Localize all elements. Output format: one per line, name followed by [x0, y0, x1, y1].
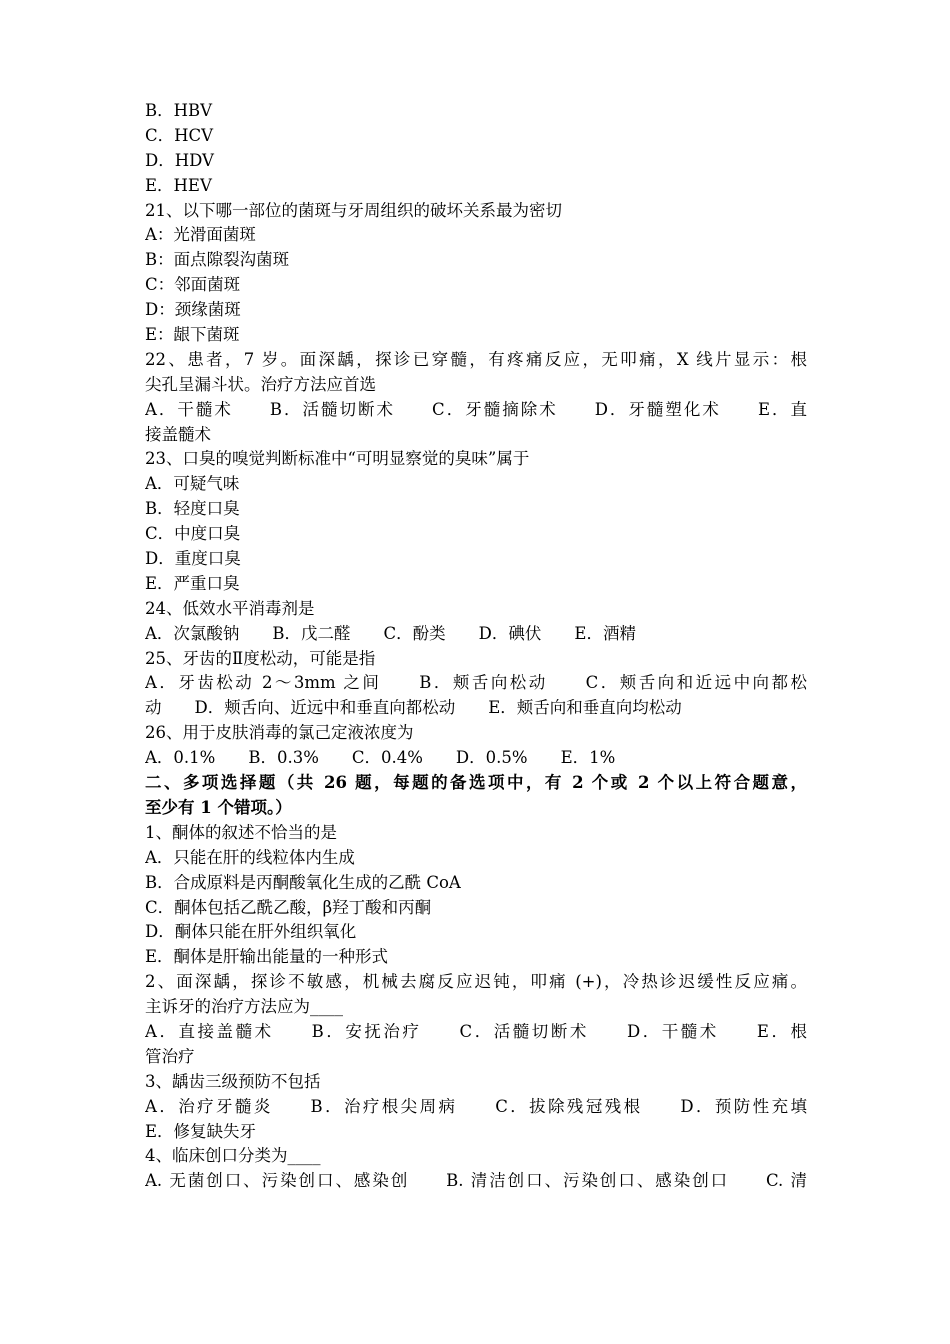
text-line: A．治疗牙髓炎 B．治疗根尖周病 C．拔除残冠残根 D．预防性充填 — [145, 1096, 807, 1116]
text-line: 3、龋齿三级预防不包括 — [145, 1071, 321, 1091]
text-line: C．中度口臭 — [145, 524, 241, 544]
text-line: A．0.1% B．0.3% C．0.4% D．0.5% E．1% — [145, 748, 616, 768]
text-line: 接盖髓术 — [145, 424, 211, 444]
text-line: A．牙齿松动 2～3mm 之间 B．颊舌向松动 C．颊舌向和近远中向都松 — [145, 673, 807, 693]
text-line: C．酮体包括乙酰乙酸，β羟丁酸和丙酮 — [145, 897, 432, 917]
text-line: A．只能在肝的线粒体内生成 — [145, 847, 355, 867]
text-line: D．酮体只能在肝外组织氧化 — [145, 922, 357, 942]
text-line: E．HEV — [145, 175, 212, 195]
text-line: A．可疑气味 — [145, 474, 240, 494]
text-line: A．干髓术 B．活髓切断术 C．牙髓摘除术 D．牙髓塑化术 E．直 — [145, 399, 807, 419]
text-line: 管治疗 — [145, 1046, 195, 1066]
text-line: B：面点隙裂沟菌斑 — [145, 250, 290, 270]
text-line: 1、酮体的叙述不恰当的是 — [145, 822, 337, 842]
text-line: 21、以下哪一部位的菌斑与牙周组织的破坏关系最为密切 — [145, 200, 562, 220]
text-line: D：颈缘菌斑 — [145, 300, 241, 320]
text-line: 26、用于皮肤消毒的氯己定液浓度为 — [145, 723, 414, 743]
text-line: D．重度口臭 — [145, 549, 241, 569]
text-line: 2、面深龋，探诊不敏感，机械去腐反应迟钝，叩痛 (+)，冷热诊迟缓性反应痛。 — [145, 972, 807, 992]
text-line: E：龈下菌斑 — [145, 325, 240, 345]
text-line: C：邻面菌斑 — [145, 275, 241, 295]
text-line: A．直接盖髓术 B．安抚治疗 C．活髓切断术 D．干髓术 E．根 — [145, 1021, 807, 1041]
document-page — [145, 99, 807, 1194]
text-line: D．HDV — [145, 150, 214, 170]
text-line: 尖孔呈漏斗状。治疗方法应首选 — [145, 374, 376, 394]
text-line: 二、多项选择题（共 26 题，每题的备选项中，有 2 个或 2 个以上符合题意， — [145, 773, 807, 793]
text-line: E．严重口臭 — [145, 573, 240, 593]
text-line: 23、口臭的嗅觉判断标准中“可明显察觉的臭味”属于 — [145, 449, 530, 469]
text-line: 24、低效水平消毒剂是 — [145, 598, 315, 618]
text-line: E．修复缺失牙 — [145, 1121, 257, 1141]
text-line: A．次氯酸钠 B．戊二醛 C．酚类 D．碘伏 E．酒精 — [145, 623, 636, 643]
text-line: A. 无菌创口、污染创口、感染创 B. 清洁创口、污染创口、感染创口 C. 清 — [145, 1171, 807, 1191]
text-line: 22、患者，7 岁。面深龋，探诊已穿髓，有疼痛反应，无叩痛，X 线片显示：根 — [145, 349, 807, 369]
text-line: A：光滑面菌斑 — [145, 225, 256, 245]
text-line: 至少有 1 个错项。） — [145, 797, 292, 817]
text-line: C．HCV — [145, 125, 214, 145]
text-line: 动 D．颊舌向、近远中和垂直向都松动 E．颊舌向和垂直向均松动 — [145, 698, 682, 718]
text-line: B．合成原料是丙酮酸氧化生成的乙酰 CoA — [145, 872, 461, 892]
text-line: E．酮体是肝输出能量的一种形式 — [145, 947, 389, 967]
text-line: 25、牙齿的Ⅱ度松动，可能是指 — [145, 648, 376, 668]
text-line: 4、临床创口分类为____ — [145, 1146, 321, 1166]
text-line: 主诉牙的治疗方法应为____ — [145, 997, 343, 1017]
text-line: B．HBV — [145, 101, 213, 120]
text-line: B．轻度口臭 — [145, 499, 240, 519]
